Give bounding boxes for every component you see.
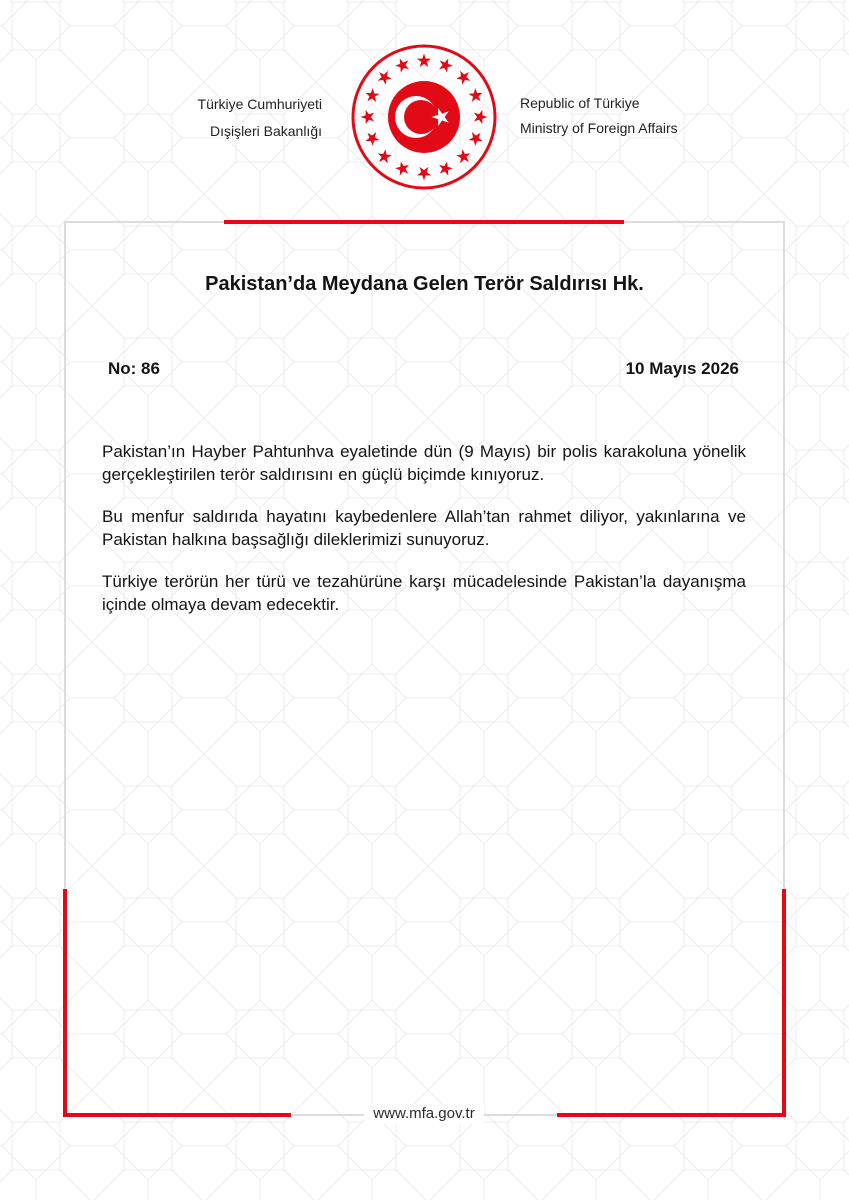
ministry-name-english-line2: Ministry of Foreign Affairs [520, 120, 678, 136]
ministry-name-turkish-line2: Dışişleri Bakanlığı [209, 123, 322, 139]
document-number: No: 86 [108, 359, 160, 378]
document-body [102, 441, 746, 636]
frame-border-left [64, 221, 66, 891]
emblem-ring-star-icon [417, 54, 431, 68]
emblem-ring-star-icon [439, 58, 453, 72]
emblem-ring-star-icon [395, 58, 409, 72]
emblem-ring-star-icon [365, 88, 379, 102]
frame-accent-bottom-left-red [63, 1113, 291, 1117]
emblem-ring-star-icon [468, 88, 482, 102]
frame-accent-right-red [782, 889, 786, 1117]
frame-accent-left-red [63, 889, 67, 1117]
website-url: www.mfa.gov.tr [364, 1104, 484, 1124]
emblem-ring-star-icon [474, 110, 488, 124]
emblem-ring-star-icon [378, 71, 392, 85]
emblem-ring-star-icon [378, 149, 392, 163]
document-date: 10 Mayıs 2026 [625, 359, 739, 378]
emblem-ring-star-icon [417, 167, 431, 181]
ministry-name-turkish-line1: Türkiye Cumhuriyeti [197, 96, 322, 112]
body-paragraph: Türkiye terörün her türü ve tezahürüne karşı mücadelesinde Pakistan’la dayanışma içinde olmaya devam edecektir. [102, 572, 746, 614]
frame-border-right [783, 221, 785, 891]
emblem-ring-star-icon [395, 161, 409, 175]
emblem-ring-star-icon [439, 161, 453, 175]
emblem-ring-star-icon [468, 132, 482, 146]
document-title: Pakistan’da Meydana Gelen Terör Saldırısı Hk. [205, 273, 644, 295]
frame-accent-bottom-right-red [557, 1113, 786, 1117]
body-paragraph: Pakistan’ın Hayber Pahtunhva eyaletinde dün (9 Mayıs) bir polis karakoluna yönelik gerçekleştirilen terör saldırısını en güçlü biçimde kınıyoruz. [102, 442, 746, 484]
emblem-ring-star-icon [365, 132, 379, 146]
frame-accent-top-red [224, 220, 624, 224]
emblem-ring-star-icon [361, 110, 375, 124]
body-paragraph: Bu menfur saldırıda hayatını kaybedenlere Allah’tan rahmet diliyor, yakınlarına ve Pakistan halkına başsağlığı dileklerimizi sunuyoruz. [102, 507, 746, 549]
ministry-emblem-icon [349, 42, 499, 192]
ministry-name-english-line1: Republic of Türkiye [520, 95, 640, 111]
emblem-ring-star-icon [456, 71, 470, 85]
emblem-ring-star-icon [456, 149, 470, 163]
